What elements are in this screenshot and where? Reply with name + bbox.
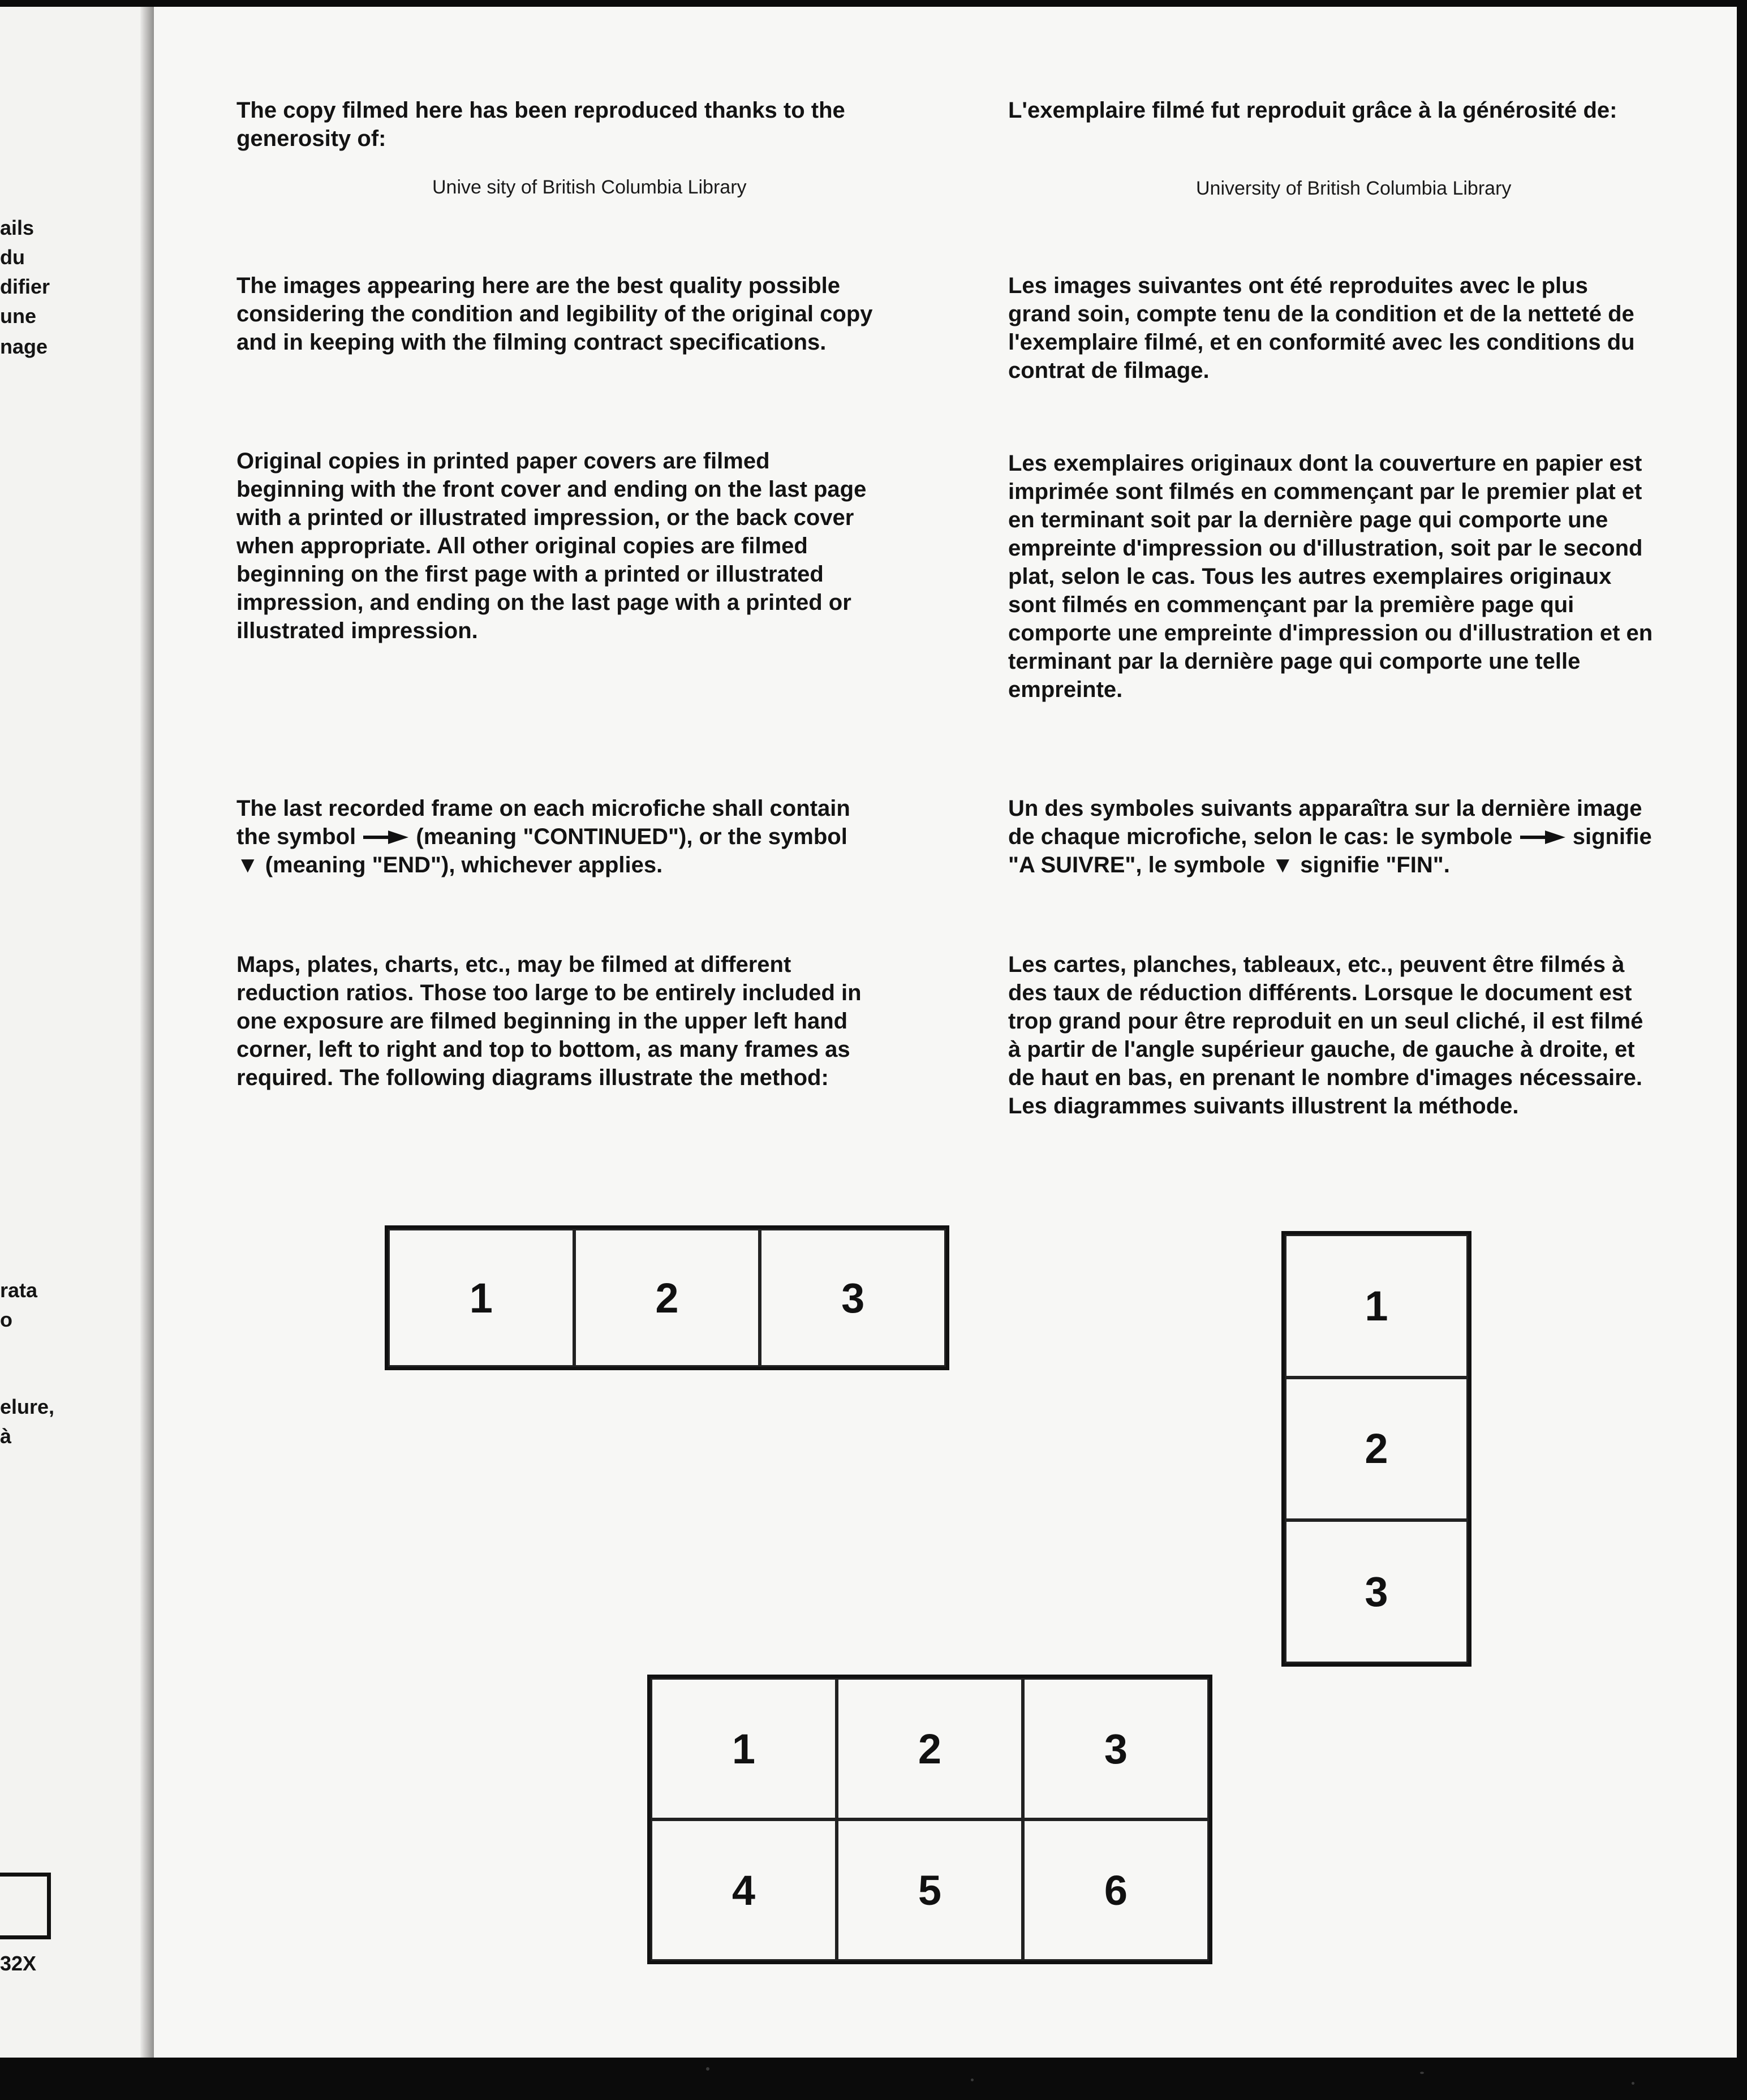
frame-cell: 1: [651, 1678, 837, 1819]
margin-fragment: ails: [0, 216, 35, 239]
arrow-right-icon: [1519, 829, 1567, 845]
dust-speck: [1420, 2072, 1424, 2074]
french-library-credit: University of British Columbia Library: [1196, 178, 1512, 199]
adjacent-page-sliver: [0, 7, 154, 2058]
horizontal-frames-diagram: [385, 1225, 949, 1370]
page-gutter-shadow: [140, 7, 154, 2058]
triangle-down-icon: ▼: [236, 853, 259, 877]
margin-fragment: difier: [0, 275, 50, 298]
frame-cell: 1: [388, 1229, 574, 1367]
symbols-text: The last recorded frame on each microfiche shall contain the symbol: [236, 796, 850, 849]
triangle-down-icon: ▼: [1271, 853, 1294, 877]
margin-fragment: une: [0, 304, 37, 328]
symbols-text: (meaning "END"), whichever applies.: [265, 853, 663, 877]
english-maps-paragraph: Maps, plates, charts, etc., may be filmed at different reduction ratios. Those too large to be entirely included in one exposure are filmed beginning in the upper left hand corner, left to right and top to bottom, as many frames as required. The following diagrams illustrate the method:: [236, 952, 862, 1090]
arrow-right-icon: [362, 829, 410, 845]
frame-cell: 3: [1285, 1520, 1468, 1663]
french-maps-paragraph: Les cartes, planches, tableaux, etc., peuvent être filmés à des taux de réduction différents. Lorsque le document est trop grand pour être reproduit en un seul cliché, il est filmé à partir de l'angle supérieur gauche, de gauche à droite, et de haut en bas, en prenant le nombre d'images nécessaire. Les diagrammes suivants illustrent la méthode.: [1008, 952, 1643, 1118]
document-page: [0, 7, 1737, 2058]
symbols-text: signifie "FIN".: [1300, 853, 1450, 877]
frame-cell: 2: [574, 1229, 760, 1367]
margin-fragment: à: [0, 1425, 12, 1448]
french-acknowledgement: L'exemplaire filmé fut reproduit grâce à la générosité de:: [1008, 98, 1617, 123]
english-library-credit: Unive sity of British Columbia Library: [432, 177, 747, 198]
symbols-text: Un des symboles suivants apparaîtra sur la dernière image de chaque microfiche, selon le cas: le symbole: [1008, 796, 1642, 849]
margin-fragment: rata: [0, 1279, 38, 1302]
english-acknowledgement: The copy filmed here has been reproduced thanks to the generosity of:: [236, 98, 845, 151]
margin-fragment: du: [0, 246, 25, 269]
grid-frames-diagram: [647, 1675, 1212, 1964]
margin-fragment: elure,: [0, 1395, 55, 1418]
vertical-frames-diagram: [1281, 1231, 1471, 1667]
margin-fragment: nage: [0, 335, 48, 358]
frame-cell: 2: [1285, 1378, 1468, 1521]
film-border-specks: [0, 2059, 1747, 2100]
margin-fragment: o: [0, 1308, 12, 1331]
frame-cell: 5: [837, 1819, 1023, 1961]
frame-cell: 4: [651, 1819, 837, 1961]
french-covers-paragraph: Les exemplaires originaux dont la couverture en papier est imprimée sont filmés en commençant par le premier plat et en terminant soit par la dernière page qui comporte une empreinte d'impression ou d'illustration, soit par le second plat, selon le cas. Tous les autres exemplaires originaux sont filmés en commençant par la première page qui comporte une empreinte d'impression ou d'illustration et en terminant par la dernière page qui comporte une telle empreinte.: [1008, 451, 1653, 702]
frame-cell: 3: [1023, 1678, 1209, 1819]
french-quality-paragraph: Les images suivantes ont été reproduites avec le plus grand soin, compte tenu de la condition et de la netteté de l'exemplaire filmé, et en conformité avec les conditions du contrat de filmage.: [1008, 273, 1635, 383]
dust-speck: [1632, 2082, 1634, 2085]
frame-cell: 3: [760, 1229, 946, 1367]
dust-speck: [706, 2067, 709, 2071]
english-quality-paragraph: The images appearing here are the best quality possible considering the condition and legibility of the original copy and in keeping with the filming contract specifications.: [236, 273, 873, 355]
dust-speck: [971, 2079, 974, 2081]
frame-cell: 2: [837, 1678, 1023, 1819]
english-symbols-paragraph: [236, 794, 876, 879]
reduction-box-fragment: [0, 1873, 51, 1939]
symbols-text: (meaning "CONTINUED"), or the symbol: [416, 824, 847, 849]
english-covers-paragraph: Original copies in printed paper covers are filmed beginning with the front cover and ending on the last page with a printed or illustrated impression, or the back cover when appropriate. All other original copies are filmed beginning on the first page with a printed or illustrated impression, and ending on the last page with a printed or illustrated impression.: [236, 449, 867, 643]
frame-cell: 6: [1023, 1819, 1209, 1961]
frame-cell: 1: [1285, 1234, 1468, 1378]
margin-fragment: 32X: [0, 1952, 37, 1975]
french-symbols-paragraph: [1008, 794, 1653, 879]
symbols-text: signifie "A SUIVRE", le symbole: [1008, 824, 1652, 877]
